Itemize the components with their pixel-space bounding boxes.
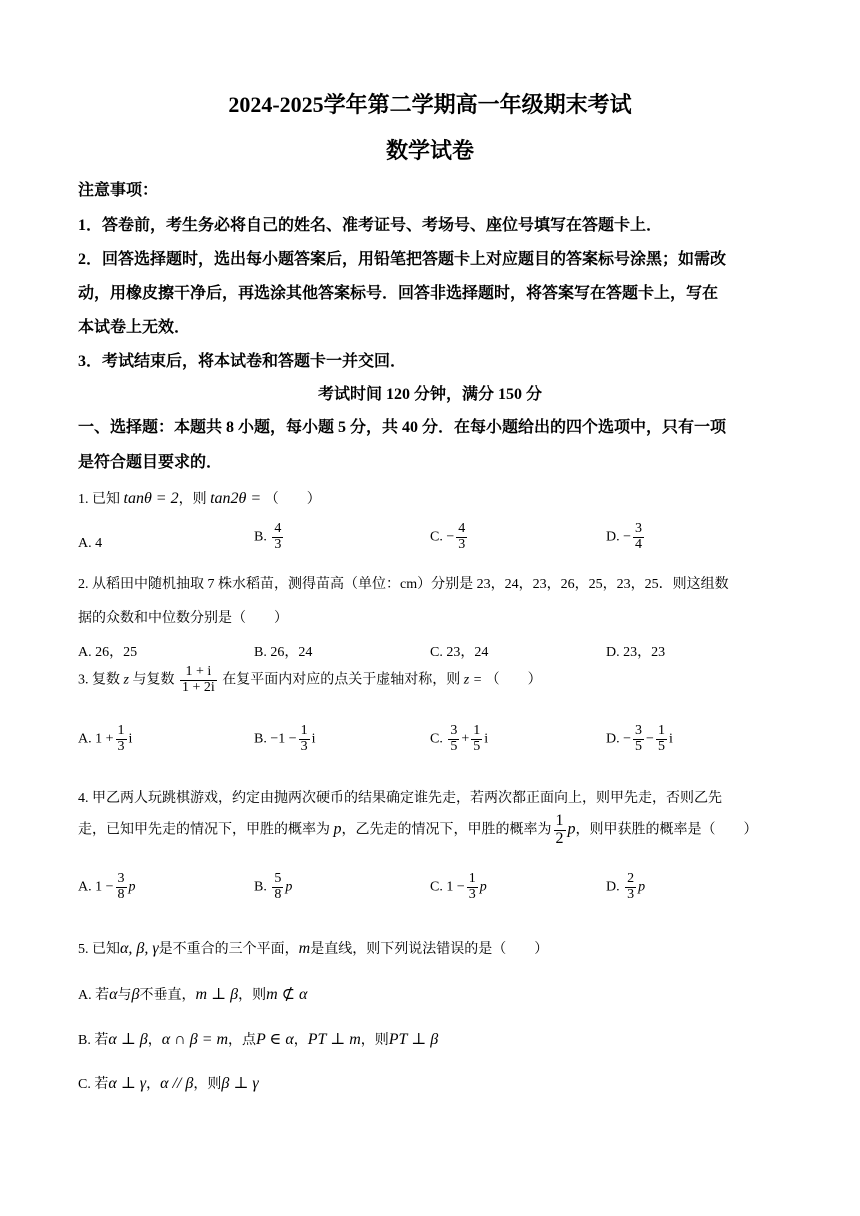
q1-d-fraction — [633, 522, 644, 552]
q4-c-label: C. — [430, 879, 443, 895]
q2-option-c: C. 23，24 — [430, 645, 489, 660]
q5-b-s2: ，点 — [228, 1033, 257, 1048]
q5-a-m1: m ⊥ β — [195, 986, 239, 1003]
q3-c-den1: 5 — [450, 738, 458, 754]
q5-c-c3: β ⊥ γ — [221, 1075, 259, 1092]
exam-time: 考试时间 120 分钟，满分 150 分 — [317, 386, 542, 403]
q1-option-a — [78, 536, 102, 552]
q4-c-fraction — [467, 872, 478, 902]
q3-b-den: 3 — [300, 738, 308, 754]
q1-d-den: 4 — [635, 536, 643, 552]
q1-c-num: 4 — [458, 521, 466, 536]
q4-den: 2 — [555, 829, 564, 847]
q4-b-den: 8 — [274, 886, 282, 902]
q1-option-d — [606, 522, 646, 552]
q3-c-op: + — [461, 731, 470, 747]
q4-a-num: 3 — [117, 871, 125, 886]
q4-d-den: 3 — [627, 886, 635, 902]
q4-num: 1 — [555, 812, 564, 829]
q4-text-b: ，乙先走的情况下，甲胜的概率为 — [341, 822, 552, 838]
question-2-line-2: 据的众数和中位数分别是（ ） — [78, 611, 288, 626]
q1-mid: ，则 — [178, 492, 207, 507]
q3-c-num1: 3 — [450, 723, 458, 738]
q1-option-c — [430, 522, 469, 552]
q4-d-post: p — [638, 879, 646, 895]
q3-c-num2: 1 — [473, 723, 481, 738]
q3-b-num: 1 — [300, 723, 308, 738]
q1-given: tanθ = 2 — [123, 490, 179, 507]
q4-option-a — [78, 872, 136, 902]
q4-d-num: 2 — [627, 871, 635, 886]
q2-option-d: D. 23，23 — [606, 645, 666, 660]
notice-item-1: 1．答卷前，考生务必将自己的姓名、准考证号、考场号、座位号填写在答题卡上． — [78, 217, 663, 234]
q5-a-t2: 不垂直， — [139, 988, 196, 1003]
q3-mid1: 与复数 — [132, 672, 175, 688]
q3-z: z — [123, 672, 129, 688]
q3-c-post: i — [484, 731, 489, 747]
q5-greek: α, β, γ — [120, 940, 159, 957]
q4-a-post: p — [128, 879, 136, 895]
q3-fraction — [180, 665, 217, 695]
q5-b-c5: PT ⊥ β — [388, 1031, 439, 1048]
q3-d-den2: 5 — [657, 738, 665, 754]
question-4-line-2 — [78, 813, 758, 848]
q5-c-s2: ，则 — [193, 1077, 222, 1092]
q4-c-post: p — [479, 879, 487, 895]
q5-option-a — [78, 984, 307, 1004]
q2-option-b: B. 26，24 — [254, 645, 313, 660]
q1-d-num: 3 — [635, 521, 643, 536]
q5-b-s4: ，则 — [360, 1033, 389, 1048]
q3-d-fraction-1 — [633, 724, 644, 754]
q3-b-label: B. — [254, 731, 267, 747]
q3-d-num2: 1 — [657, 723, 665, 738]
q3-d-den1: 5 — [635, 738, 643, 754]
q3-a-den: 3 — [117, 738, 125, 754]
q3-option-d — [606, 724, 673, 754]
q5-b-c3: P ∈ α — [256, 1031, 294, 1048]
q5-mid: 是不重合的三个平面， — [158, 942, 299, 957]
q3-c-label: C. — [430, 731, 443, 747]
notice-item-3: 3．考试结束后，将本试卷和答题卡一并交回． — [78, 353, 407, 370]
q1-prefix: 1. 已知 — [78, 492, 120, 507]
q1-ask: tan2θ = — [210, 490, 262, 507]
q3-paren: （ ） — [485, 672, 542, 688]
q4-b-fraction — [272, 872, 283, 902]
q4-option-c — [430, 872, 487, 902]
question-5 — [78, 938, 548, 958]
q3-option-c — [430, 724, 488, 754]
q4-p-2: p — [567, 820, 576, 838]
q3-option-a — [78, 724, 132, 754]
q3-a-num: 1 — [117, 723, 125, 738]
q4-option-d — [606, 872, 645, 902]
q1-c-label: C. — [430, 529, 443, 545]
q4-d-fraction — [625, 872, 636, 902]
q4-fraction — [554, 813, 566, 848]
question-3 — [78, 665, 542, 695]
q5-a-m2: m ⊄ α — [266, 986, 308, 1003]
question-1 — [78, 488, 321, 508]
q1-c-den: 3 — [458, 536, 466, 552]
q5-a-alpha: α — [109, 986, 118, 1003]
q5-c-s1: ， — [146, 1077, 161, 1092]
q3-b-post: i — [311, 731, 316, 747]
q3-b-pre: −1 − — [270, 731, 297, 747]
q3-c-fraction-2 — [471, 724, 482, 754]
q5-a-beta: β — [131, 986, 140, 1003]
exam-title: 2024-2025学年第二学期高一年级期末考试 — [228, 92, 632, 117]
q3-d-num1: 3 — [635, 723, 643, 738]
q4-a-fraction — [116, 872, 127, 902]
q3-c-den2: 5 — [473, 738, 481, 754]
q5-a-pre: A. 若 — [78, 988, 110, 1003]
q4-d-label: D. — [606, 879, 620, 895]
q3-ask: z = — [463, 672, 483, 688]
q3-den: 1 + 2i — [181, 679, 215, 695]
q4-p: p — [333, 820, 342, 838]
q1-c-sign: − — [446, 529, 455, 545]
section1-line-2: 是符合题目要求的． — [78, 454, 223, 471]
q1-a-label: A. — [78, 536, 92, 551]
q4-b-num: 5 — [274, 871, 282, 886]
q1-b-label: B. — [254, 529, 267, 545]
q5-b-c1: α ⊥ β — [108, 1031, 148, 1048]
question-2-line-1: 2. 从稻田中随机抽取 7 株水稻苗，测得苗高（单位：cm）分别是 23，24，23，26，25，23，25．则这组数 — [78, 577, 729, 592]
q3-a-post: i — [128, 731, 133, 747]
q5-option-c — [78, 1073, 259, 1093]
q5-rest: 是直线，则下列说法错误的是（ ） — [310, 942, 549, 957]
q2-option-a: A. 26，25 — [78, 645, 138, 660]
q5-m: m — [298, 940, 311, 957]
q1-d-label: D. — [606, 529, 620, 545]
q5-a-t1: 与 — [117, 988, 132, 1003]
exam-subtitle: 数学试卷 — [385, 138, 474, 163]
q3-a-label: A. — [78, 731, 92, 747]
notice-item-2-line-1: 2．回答选择题时，选出每小题答案后，用铅笔把答题卡上对应题目的答案标号涂黑；如需改 — [78, 251, 727, 268]
q5-b-c4: PT ⊥ m — [307, 1031, 361, 1048]
q4-a-den: 8 — [117, 886, 125, 902]
q1-paren: （ ） — [264, 492, 321, 507]
q3-a-pre: 1 + — [95, 731, 114, 747]
q5-b-pre: B. 若 — [78, 1033, 109, 1048]
q5-b-c2: α ∩ β = m — [161, 1031, 229, 1048]
notice-item-2-line-3: 本试卷上无效． — [78, 319, 191, 336]
q4-text-a: 走，已知甲先走的情况下，甲胜的概率为 — [78, 822, 330, 838]
q5-b-s1: ， — [147, 1033, 162, 1048]
q4-a-label: A. — [78, 879, 92, 895]
q5-c-pre: C. 若 — [78, 1077, 109, 1092]
q3-a-fraction — [116, 724, 127, 754]
q4-c-pre: 1 − — [446, 879, 465, 895]
notice-heading: 注意事项： — [78, 182, 159, 199]
q5-c-c1: α ⊥ γ — [108, 1075, 147, 1092]
q4-text-c: ，则甲获胜的概率是（ ） — [575, 822, 758, 838]
q4-option-b — [254, 872, 292, 902]
q3-prefix: 3. 复数 — [78, 672, 120, 688]
q3-d-label: D. — [606, 731, 620, 747]
q1-d-sign: − — [623, 529, 632, 545]
q1-c-fraction — [456, 522, 467, 552]
q4-b-label: B. — [254, 879, 267, 895]
q1-b-den: 3 — [274, 536, 282, 552]
q5-prefix: 5. 已知 — [78, 942, 120, 957]
q4-b-post: p — [285, 879, 293, 895]
q3-option-b — [254, 724, 316, 754]
q3-b-fraction — [299, 724, 310, 754]
q3-mid2: 在复平面内对应的点关于虚轴对称，则 — [222, 672, 461, 688]
q3-d-fraction-2 — [656, 724, 667, 754]
q1-a-value: 4 — [95, 536, 103, 551]
q4-a-pre: 1 − — [95, 879, 114, 895]
q5-option-b — [78, 1029, 438, 1049]
question-4-line-1: 4. 甲乙两人玩跳棋游戏，约定由抛两次硬币的结果确定谁先走，若两次都正面向上，则甲先走，否则乙先 — [78, 791, 722, 806]
q4-c-den: 3 — [468, 886, 476, 902]
q3-d-post: i — [668, 731, 673, 747]
notice-item-2-line-2: 动，用橡皮擦干净后，再选涂其他答案标号．回答非选择题时，将答案写在答题卡上，写在 — [78, 285, 719, 302]
q5-a-t3: ，则 — [238, 988, 267, 1003]
q5-c-c2: α // β — [160, 1075, 194, 1092]
q4-c-num: 1 — [468, 871, 476, 886]
section1-line-1: 一、选择题：本题共 8 小题，每小题 5 分，共 40 分．在每小题给出的四个选项中，只有一项 — [78, 419, 727, 436]
q5-b-s3: ， — [293, 1033, 308, 1048]
q1-b-fraction — [272, 522, 283, 552]
q1-option-b — [254, 522, 285, 552]
q3-num: 1 + i — [180, 665, 217, 681]
q3-d-sign: − — [623, 731, 632, 747]
q1-b-num: 4 — [274, 521, 282, 536]
q3-d-op: − — [646, 731, 654, 747]
q3-c-fraction-1 — [448, 724, 459, 754]
